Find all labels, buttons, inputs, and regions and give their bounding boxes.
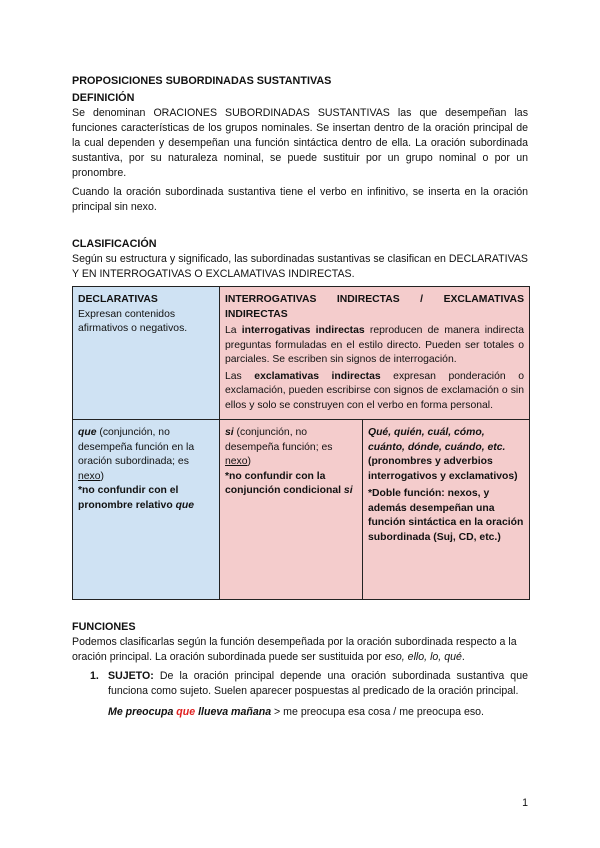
document-page bbox=[72, 74, 528, 720]
interrogativas-cell bbox=[220, 287, 530, 420]
declarativas-text: Expresan contenidos afirmativos o negativos. bbox=[78, 308, 188, 334]
funciones-heading: FUNCIONES bbox=[72, 621, 136, 633]
declarativas-title: DECLARATIVAS bbox=[78, 294, 158, 305]
list-item-label: SUJETO: bbox=[108, 670, 154, 682]
list-item-text: De la oración principal depende una oración subordinada sustantiva que funciona como sujeto. Suelen aparecer pospuestas al predicado de la oración principal. bbox=[108, 670, 528, 697]
declarativas-cell bbox=[73, 287, 220, 420]
que-note: *no confundir con el pronombre relativo que bbox=[78, 485, 195, 511]
definicion-paragraph-2: Cuando la oración subordinada sustantiva tiene el verbo en infinitivo, se inserta en la oración principal sin nexo. bbox=[72, 186, 528, 213]
list-item bbox=[72, 669, 528, 699]
classification-table bbox=[72, 286, 530, 600]
funciones-intro: Podemos clasificarlas según la función desempeñada por la oración subordinada respecto a la oración principal. La oración subordinada puede ser sustituida por eso, ello, lo, qué. bbox=[72, 636, 517, 663]
qu-words-note: *Doble función: nexos, y además desempeñan una función sintáctica en la oración subordinada (Suj, CD, etc.) bbox=[368, 488, 524, 543]
que-description: que (conjunción, no desempeña función en la oración subordinada; es nexo) bbox=[78, 427, 195, 482]
table-row bbox=[73, 287, 530, 420]
interrogativas-title: INTERROGATIVAS INDIRECTAS / EXCLAMATIVAS INDIRECTAS bbox=[225, 294, 524, 320]
clasificacion-intro: Según su estructura y significado, las subordinadas sustantivas se clasifican en DECLARATIVAS Y EN INTERROGATIVAS O EXCLAMATIVAS INDIRECTAS. bbox=[72, 253, 528, 280]
si-description: si (conjunción, no desempeña función; es nexo) bbox=[225, 427, 333, 467]
document-title: PROPOSICIONES SUBORDINADAS SUSTANTIVAS bbox=[72, 75, 332, 87]
funciones-list bbox=[72, 669, 528, 699]
page-number: 1 bbox=[522, 797, 528, 809]
qu-words-cell bbox=[363, 420, 530, 600]
list-item-number: 1. bbox=[90, 670, 99, 682]
clasificacion-heading: CLASIFICACIÓN bbox=[72, 238, 157, 250]
si-note: *no confundir con la conjunción condicional si bbox=[225, 470, 353, 496]
si-cell bbox=[220, 420, 363, 600]
interrogativas-paragraph: La interrogativas indirectas reproducen de manera indirecta preguntas formuladas en el estilo directo. Pueden ser totales o parciales. Se escriben sin signos de interrogación. bbox=[225, 325, 524, 365]
exclamativas-paragraph: Las exclamativas indirectas expresan ponderación o exclamación, pueden escribirse con signos de exclamación o sin ellos y solo se construyen con el verbo en forma personal. bbox=[225, 370, 524, 411]
table-row bbox=[73, 420, 530, 600]
definicion-heading: DEFINICIÓN bbox=[72, 92, 135, 104]
example-sentence: Me preocupa que llueva mañana > me preocupa esa cosa / me preocupa eso. bbox=[108, 706, 484, 718]
que-cell bbox=[73, 420, 220, 600]
qu-words-description: Qué, quién, cuál, cómo, cuánto, dónde, cuándo, etc. (pronombres y adverbios interrogativos y exclamativos) bbox=[368, 427, 518, 482]
definicion-paragraph-1: Se denominan ORACIONES SUBORDINADAS SUSTANTIVAS las que desempeñan las funciones características de los grupos nominales. Se insertan dentro de la oración principal de la cual dependen y desempeñan una función sintáctica dentro de ella. La oración subordinada sustantiva, por su naturaleza nominal, se puede sustituir por un grupo nominal o por un pronombre. bbox=[72, 107, 528, 179]
